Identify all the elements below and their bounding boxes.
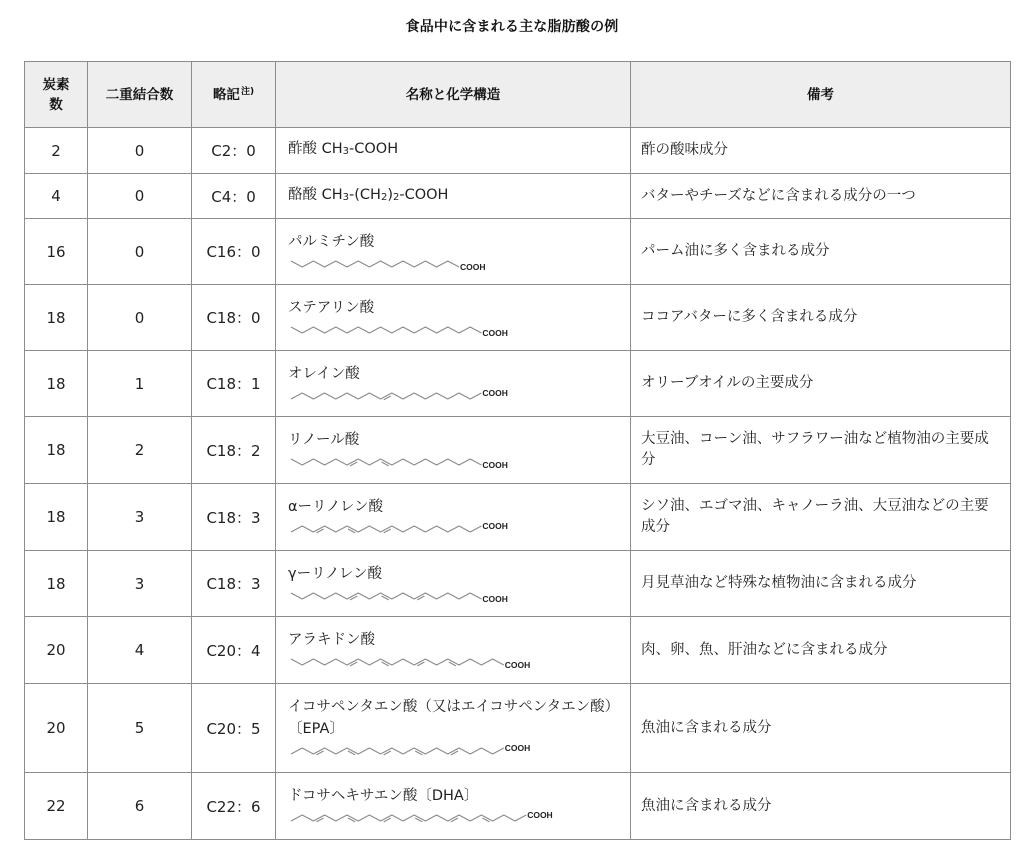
fatty-acid-name: アラキドン酸 bbox=[288, 632, 375, 648]
fatty-acid-name-line bbox=[288, 629, 620, 651]
table-row bbox=[25, 174, 1011, 219]
formula-part: CH bbox=[321, 141, 343, 157]
fatty-acid-name-line bbox=[288, 138, 620, 163]
fatty-acid-name-line bbox=[288, 429, 620, 451]
cell-double-bonds: 0 bbox=[88, 219, 192, 285]
cell-name-structure bbox=[276, 128, 631, 174]
cell-carbons: 18 bbox=[25, 351, 88, 417]
skeletal-structure-diagram bbox=[288, 387, 620, 405]
cooh-label: COOH bbox=[460, 261, 486, 272]
cell-double-bonds: 3 bbox=[88, 551, 192, 617]
cell-carbons: 18 bbox=[25, 551, 88, 617]
cell-carbons: 20 bbox=[25, 617, 88, 684]
formula-subscript: 3 bbox=[342, 191, 350, 203]
cell-name-structure bbox=[276, 174, 631, 219]
table-row bbox=[25, 773, 1011, 840]
cell-abbreviation: C18：3 bbox=[192, 484, 276, 551]
cell-carbons: 20 bbox=[25, 684, 88, 773]
cell-remarks: パーム油に多く含まれる成分 bbox=[631, 219, 1011, 285]
skeletal-structure-diagram bbox=[288, 520, 620, 538]
page-title: 食品中に含まれる主な脂肪酸の例 bbox=[405, 19, 619, 35]
table-row bbox=[25, 417, 1011, 484]
fatty-acid-name: 酪酸 bbox=[288, 186, 317, 203]
cell-abbreviation: C18：3 bbox=[192, 551, 276, 617]
cell-carbons: 18 bbox=[25, 484, 88, 551]
header-remarks: 備考 bbox=[631, 62, 1011, 128]
cell-carbons: 4 bbox=[25, 174, 88, 219]
cell-abbreviation: C20：5 bbox=[192, 684, 276, 773]
cell-abbreviation: C16：0 bbox=[192, 219, 276, 285]
cell-double-bonds: 2 bbox=[88, 417, 192, 484]
cell-abbreviation: C2：0 bbox=[192, 128, 276, 174]
table-row bbox=[25, 551, 1011, 617]
header-abbreviation-label: 略記 bbox=[212, 86, 240, 103]
cell-name-structure bbox=[276, 617, 631, 684]
fatty-acid-name: イコサペンタエン酸（又はエイコサペンタエン酸）〔EPA〕 bbox=[288, 699, 620, 737]
cell-carbons: 18 bbox=[25, 285, 88, 351]
cell-double-bonds: 0 bbox=[88, 128, 192, 174]
footnote-marker: 注) bbox=[240, 86, 255, 97]
cell-carbons: 16 bbox=[25, 219, 88, 285]
fatty-acid-name-line bbox=[288, 363, 620, 385]
table-row bbox=[25, 351, 1011, 417]
fatty-acid-name: ステアリン酸 bbox=[288, 299, 375, 316]
fatty-acid-name-line bbox=[288, 496, 620, 518]
cell-double-bonds: 4 bbox=[88, 617, 192, 684]
cooh-label: COOH bbox=[527, 810, 553, 820]
formula-subscript: 2 bbox=[392, 191, 400, 203]
cell-name-structure bbox=[276, 285, 631, 351]
chemical-formula bbox=[317, 187, 448, 203]
skeletal-structure-diagram bbox=[288, 653, 620, 671]
table-row bbox=[25, 684, 1011, 773]
cell-remarks: 魚油に含まれる成分 bbox=[631, 773, 1011, 840]
cell-remarks: 酢の酸味成分 bbox=[631, 128, 1011, 174]
header-carbons bbox=[25, 62, 88, 128]
formula-subscript: 2 bbox=[380, 191, 388, 203]
formula-part: -COOH bbox=[349, 141, 399, 157]
cell-remarks: 月見草油など特殊な植物油に含まれる成分 bbox=[631, 551, 1011, 617]
cell-abbreviation: C22：6 bbox=[192, 773, 276, 840]
cell-remarks: シソ油、エゴマ油、キャノーラ油、大豆油などの主要成分 bbox=[631, 484, 1011, 551]
cooh-label: COOH bbox=[482, 521, 508, 531]
formula-subscript: 3 bbox=[342, 146, 350, 157]
cell-name-structure bbox=[276, 484, 631, 551]
cell-remarks: ココアバターに多く含まれる成分 bbox=[631, 285, 1011, 351]
cell-name-structure bbox=[276, 773, 631, 840]
cell-abbreviation: C18：2 bbox=[192, 417, 276, 484]
table-row bbox=[25, 617, 1011, 684]
cell-abbreviation: C18：1 bbox=[192, 351, 276, 417]
cell-abbreviation: C18：0 bbox=[192, 285, 276, 351]
cell-double-bonds: 1 bbox=[88, 351, 192, 417]
table-row bbox=[25, 484, 1011, 551]
fatty-acid-name: オレイン酸 bbox=[288, 365, 360, 382]
fatty-acid-name: αーリノレン酸 bbox=[288, 499, 384, 515]
cell-carbons: 22 bbox=[25, 773, 88, 840]
fatty-acid-name: ドコサヘキサエン酸〔DHA〕 bbox=[288, 788, 479, 804]
header-carbons-line1: 炭素 bbox=[42, 76, 70, 93]
fatty-acid-name-line bbox=[288, 785, 620, 807]
cell-remarks: 魚油に含まれる成分 bbox=[631, 684, 1011, 773]
header-abbreviation bbox=[192, 62, 276, 128]
formula-part: CH bbox=[321, 186, 343, 203]
fatty-acid-name: γーリノレン酸 bbox=[288, 565, 383, 582]
cell-remarks: バターやチーズなどに含まれる成分の一つ bbox=[631, 174, 1011, 219]
table-row bbox=[25, 128, 1011, 174]
cell-double-bonds: 3 bbox=[88, 484, 192, 551]
skeletal-structure-diagram bbox=[288, 255, 620, 273]
skeletal-structure-diagram bbox=[288, 321, 620, 339]
table-body bbox=[25, 128, 1011, 840]
skeletal-structure-diagram bbox=[288, 809, 620, 827]
header-double-bonds: 二重結合数 bbox=[88, 62, 192, 128]
cell-name-structure bbox=[276, 684, 631, 773]
fatty-acid-name-line bbox=[288, 184, 620, 209]
fatty-acid-name: リノール酸 bbox=[288, 432, 360, 448]
cooh-label: COOH bbox=[482, 327, 508, 338]
cell-name-structure bbox=[276, 417, 631, 484]
cell-name-structure bbox=[276, 219, 631, 285]
fatty-acid-name-line bbox=[288, 696, 620, 740]
formula-part: ) bbox=[387, 186, 393, 203]
cell-double-bonds: 5 bbox=[88, 684, 192, 773]
cooh-label: COOH bbox=[482, 460, 508, 470]
cell-abbreviation: C4：0 bbox=[192, 174, 276, 219]
cell-abbreviation: C20：4 bbox=[192, 617, 276, 684]
cooh-label: COOH bbox=[482, 387, 508, 398]
chemical-formula bbox=[317, 141, 398, 157]
cell-remarks: 肉、卵、魚、肝油などに含まれる成分 bbox=[631, 617, 1011, 684]
cooh-label: COOH bbox=[482, 593, 508, 604]
cell-carbons: 18 bbox=[25, 417, 88, 484]
formula-part: -(CH bbox=[349, 186, 381, 203]
header-carbons-line2: 数 bbox=[49, 96, 63, 113]
cell-double-bonds: 0 bbox=[88, 285, 192, 351]
table-header-row bbox=[25, 62, 1011, 128]
fatty-acid-table bbox=[24, 61, 1011, 840]
skeletal-structure-diagram bbox=[288, 587, 620, 605]
cell-remarks: オリーブオイルの主要成分 bbox=[631, 351, 1011, 417]
fatty-acid-name-line bbox=[288, 297, 620, 319]
cell-double-bonds: 6 bbox=[88, 773, 192, 840]
table-row bbox=[25, 285, 1011, 351]
header-name-structure: 名称と化学構造 bbox=[276, 62, 631, 128]
cell-name-structure bbox=[276, 351, 631, 417]
fatty-acid-name: パルミチン酸 bbox=[288, 233, 375, 250]
table-row bbox=[25, 219, 1011, 285]
cell-double-bonds: 0 bbox=[88, 174, 192, 219]
skeletal-structure-diagram bbox=[288, 453, 620, 471]
fatty-acid-name-line bbox=[288, 231, 620, 253]
cell-carbons: 2 bbox=[25, 128, 88, 174]
cooh-label: COOH bbox=[504, 660, 531, 670]
cell-remarks: 大豆油、コーン油、サフラワー油など植物油の主要成分 bbox=[631, 417, 1011, 484]
fatty-acid-name: 酢酸 bbox=[288, 141, 317, 157]
formula-part: -COOH bbox=[399, 186, 449, 203]
cooh-label: COOH bbox=[504, 743, 531, 753]
fatty-acid-name-line bbox=[288, 563, 620, 585]
cell-name-structure bbox=[276, 551, 631, 617]
skeletal-structure-diagram bbox=[288, 742, 620, 760]
